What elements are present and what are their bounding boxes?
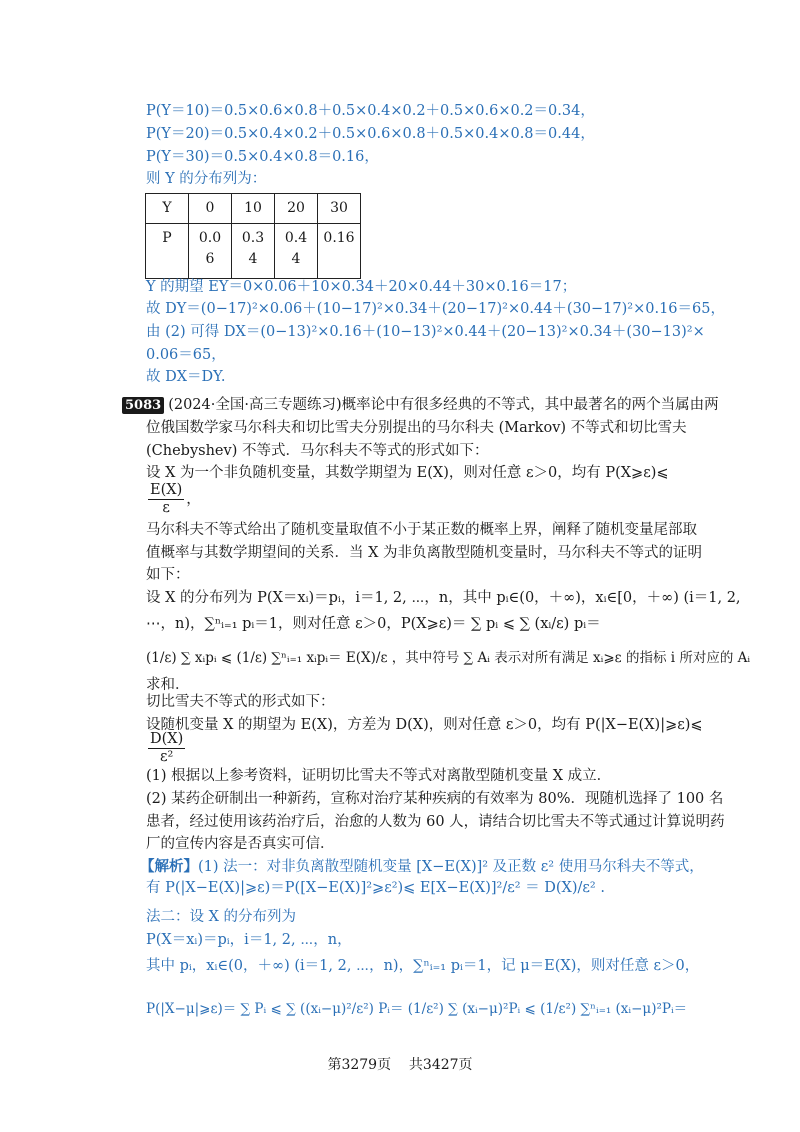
prob-y20-line: P(Y＝20)＝0.5×0.4×0.2＋0.5×0.6×0.8＋0.5×0.4×0.8＝0.44， (146, 126, 595, 142)
question-1: (1) 根据以上参考资料，证明切比雪夫不等式对离散型随机变量 X 成立． (146, 768, 612, 784)
table-header-row (146, 194, 361, 224)
markov-fraction-line (146, 482, 201, 517)
solution-line-6: P(|X−μ|⩾ε)＝ ∑ Pᵢ ⩽ ∑ ((xᵢ−μ)²/ε²) Pᵢ＝ (1/ε²) ∑ (xᵢ−μ)²Pᵢ ⩽ (1/ε²) ∑ⁿᵢ₌₁ (xᵢ−μ)²Pᵢ＝ (146, 1001, 688, 1017)
fraction-numerator: D(X) (150, 731, 184, 747)
chebyshev-fraction-line (146, 731, 187, 766)
table-cell: 20 (275, 194, 318, 224)
table-cell: P (146, 224, 189, 279)
markov-fraction (148, 482, 184, 517)
table-cell: 30 (318, 194, 361, 224)
chebyshev-statement: 设随机变量 X 的期望为 E(X)，方差为 D(X)，则对任意 ε＞0，均有 P(|X−E(X)|⩾ε)⩽ (146, 717, 703, 733)
solution-line-1 (140, 857, 704, 877)
punctuation: ， (186, 491, 201, 508)
chebyshev-heading: 切比雪夫不等式的形式如下： (146, 694, 335, 710)
problem-number-badge: 5083 (122, 397, 164, 414)
solution-line-5: 其中 pᵢ，xᵢ∈(0，＋∞) (i＝1, 2, ⋯，n)，∑ⁿᵢ₌₁ pᵢ＝1，记 μ＝E(X)，则对任意 ε＞0， (146, 958, 700, 974)
question-2-line-1: (2) 某药企研制出一种新药，宣称对治疗某种疾病的有效率为 80%．现随机选择了 100 名 (146, 791, 724, 807)
problem-line-9: 设 X 的分布列为 P(X＝xᵢ)＝pᵢ，i＝1, 2, ⋯，n，其中 pᵢ∈(0，＋∞)，xᵢ∈[0，＋∞) (i＝1, 2, (146, 590, 741, 606)
fraction-denominator: ε² (159, 749, 174, 765)
table-cell: 0 (189, 194, 232, 224)
solution-tag: 【解析】 (140, 858, 198, 875)
page-number: 第3279页 (327, 1057, 392, 1073)
table-cell: 0.4 4 (275, 224, 318, 279)
problem-line-7: 值概率与其数学期望间的关系．当 X 为非负离散型随机变量时，马尔科夫不等式的证明 (146, 545, 703, 561)
problem-line-11: (1/ε) ∑ xᵢpᵢ ⩽ (1/ε) ∑ⁿᵢ₌₁ xᵢpᵢ＝ E(X)/ε ，其中符号 ∑ Aᵢ 表示对所有满足 xᵢ⩾ε 的指标 i 所对应的 Aᵢ (146, 650, 751, 666)
expectation-line: Y 的期望 EY＝0×0.06＋10×0.34＋20×0.44＋30×0.16＝17； (146, 279, 577, 295)
problem-line-2: 位俄国数学家马尔科夫和切比雪夫分别提出的马尔科夫 (Markov) 不等式和切比雪夫 (146, 420, 687, 436)
solution-method-1: (1) 法一：对非负离散型随机变量 [X−E(X)]² 及正数 ε² 使用马尔科夫不等式， (198, 859, 704, 875)
page-footer (0, 1054, 800, 1074)
problem-line-3: (Chebyshev) 不等式．马尔科夫不等式的形式如下： (146, 443, 489, 459)
table-cell: 0.3 4 (232, 224, 275, 279)
problem-line-12: 求和． (146, 677, 190, 693)
problem-source: (2024·全国·高三专题练习)概率论中有很多经典的不等式，其中最著名的两个当属由两 (168, 397, 719, 413)
variance-dx-line-2: 0.06＝65， (146, 347, 226, 363)
distribution-table (145, 193, 361, 279)
problem-line-6: 马尔科夫不等式给出了随机变量取值不小于某正数的概率上界，阐释了随机变量尾部取 (146, 522, 697, 538)
table-cell: 10 (232, 194, 275, 224)
chebyshev-fraction (148, 731, 185, 766)
fraction-numerator: E(X) (150, 482, 183, 498)
problem-line-10: ⋯，n)，∑ⁿᵢ₌₁ pᵢ＝1，则对任意 ε＞0，P(X⩾ε)＝ ∑ pᵢ ⩽ ∑ (xᵢ/ε) pᵢ＝ (146, 616, 601, 632)
problem-line-1 (122, 395, 719, 415)
table-cell: 0.16 (318, 224, 361, 279)
variance-dy-line: 故 DY＝(0−17)²×0.06＋(10−17)²×0.34＋(20−17)²×0.44＋(30−17)²×0.16＝65， (146, 301, 725, 317)
question-2-line-3: 厂的宣传内容是否真实可信． (146, 836, 335, 852)
problem-line-8: 如下： (146, 567, 190, 583)
solution-line-4: P(X＝xᵢ)＝pᵢ，i＝1, 2, ⋯，n， (146, 932, 352, 948)
variance-dx-line: 由 (2) 可得 DX＝(0−13)²×0.16＋(10−13)²×0.44＋(20−13)²×0.34＋(30−13)²× (146, 324, 705, 340)
distribution-intro: 则 Y 的分布列为： (146, 171, 267, 187)
markov-statement: 设 X 为一个非负随机变量，其数学期望为 E(X)，则对任意 ε＞0，均有 P(X⩾ε)⩽ (146, 465, 669, 481)
prob-y10-line: P(Y＝10)＝0.5×0.6×0.8＋0.5×0.4×0.2＋0.5×0.6×0.2＝0.34， (146, 103, 595, 119)
fraction-denominator: ε (162, 500, 170, 516)
table-cell: 0.0 6 (189, 224, 232, 279)
solution-line-2: 有 P(|X−E(X)|⩾ε)＝P([X−E(X)]²⩾ε²)⩽ E[X−E(X)]²/ε² ＝ D(X)/ε² . (146, 880, 605, 896)
prob-y30-line: P(Y＝30)＝0.5×0.4×0.8＝0.16， (146, 149, 379, 165)
solution-method-2: 法二：设 X 的分布列为 (146, 909, 297, 925)
table-row (146, 224, 361, 279)
table-cell: Y (146, 194, 189, 224)
conclusion-line: 故 DX＝DY. (146, 369, 226, 385)
page-total: 共3427页 (408, 1057, 473, 1073)
question-2-line-2: 患者，经过使用该药治疗后，治愈的人数为 60 人，请结合切比雪夫不等式通过计算说明药 (146, 814, 725, 830)
